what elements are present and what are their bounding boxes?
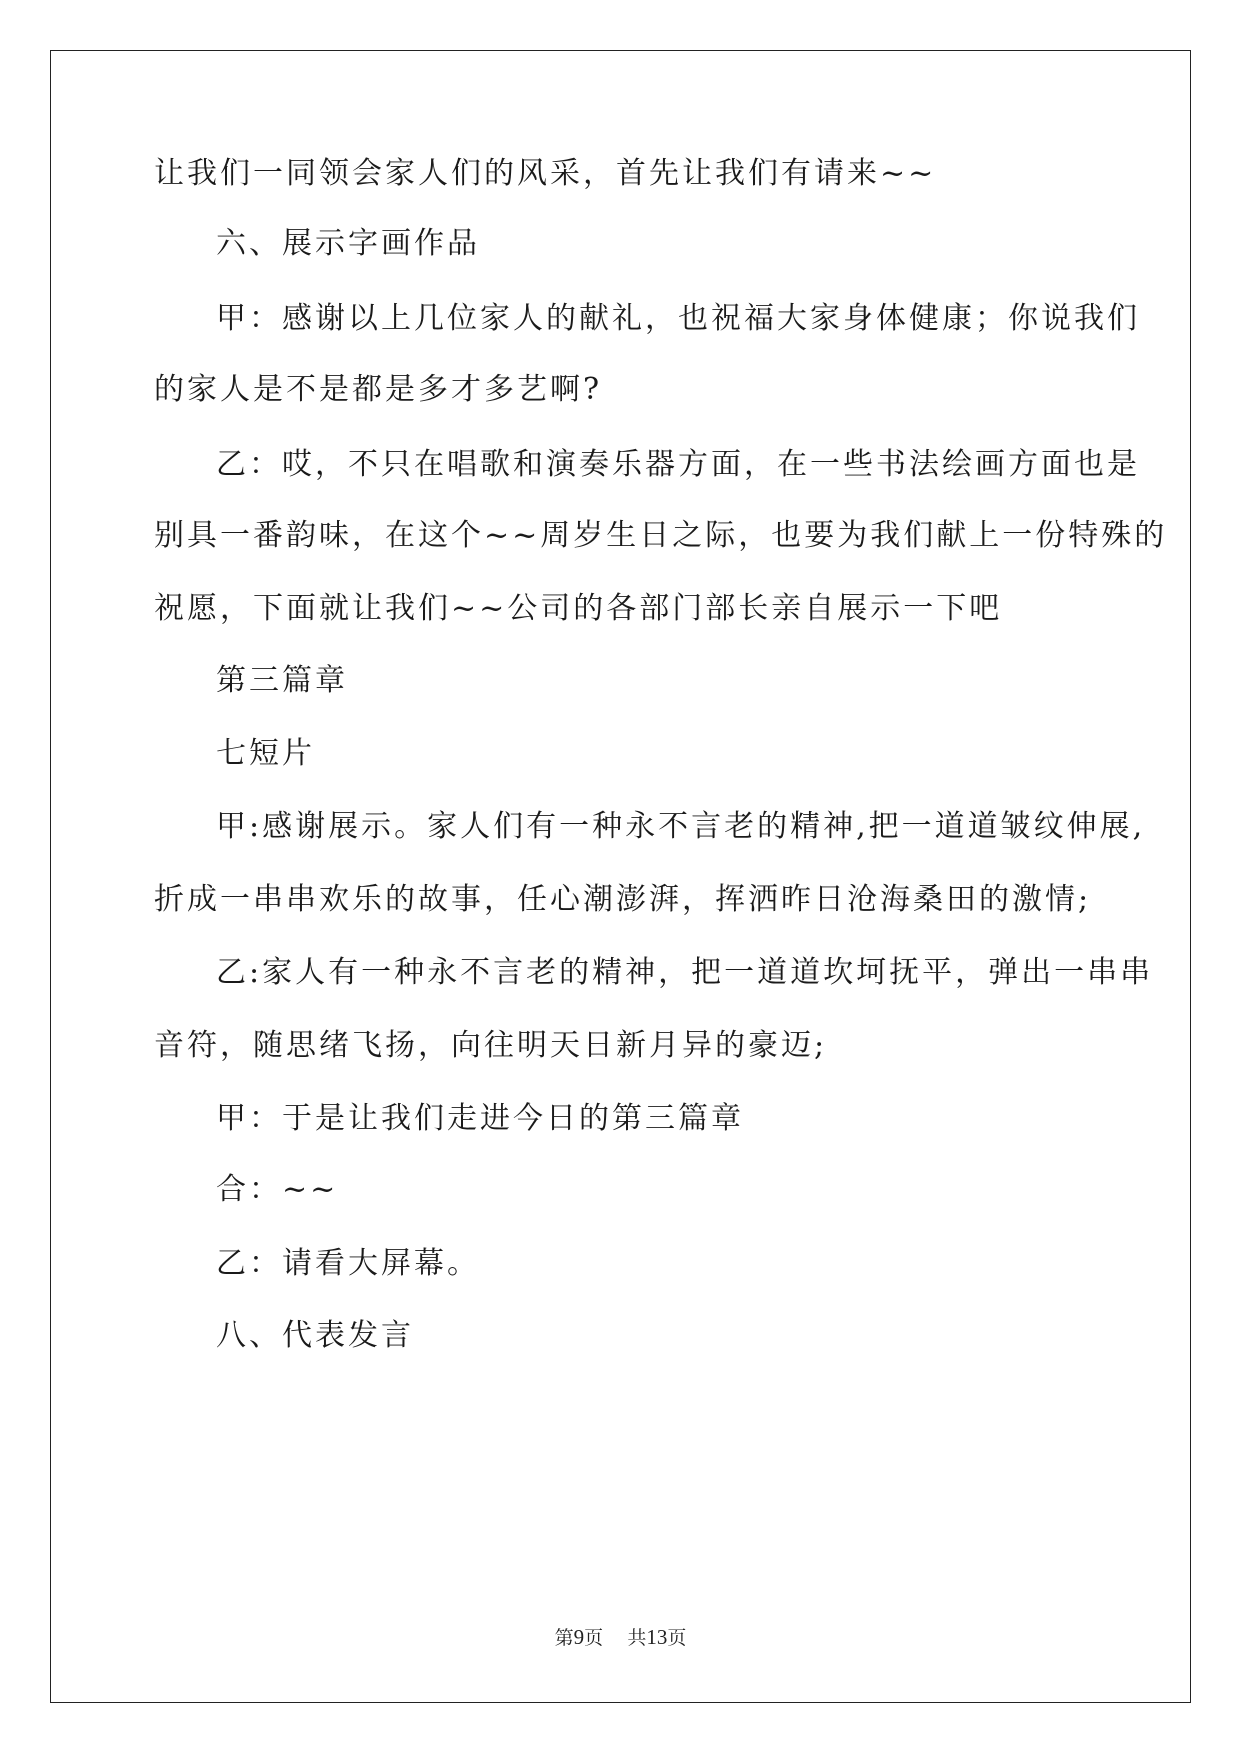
page-total-number: 13 [646, 1625, 668, 1649]
total-suffix: 页 [667, 1627, 687, 1649]
text-line-7: 祝愿，下面就让我们~~公司的各部门部长亲自展示一下吧 [154, 591, 1003, 626]
page-suffix: 页 [584, 1627, 604, 1649]
text-line-12: 乙:家人有一种永不言老的精神，把一道道坎坷抚平，弹出一串串 [216, 955, 1154, 990]
text-line-6: 别具一番韵味，在这个~~周岁生日之际，也要为我们献上一份特殊的 [154, 518, 1168, 553]
section-heading-6: 六、展示字画作品 [216, 226, 480, 261]
text-line-13: 音符，随思绪飞扬，向往明天日新月异的豪迈; [154, 1028, 828, 1063]
section-heading-7: 七短片 [216, 736, 315, 771]
text-line-10: 甲:感谢展示。家人们有一种永不言老的精神,把一道道皱纹伸展, [216, 809, 1146, 844]
text-line-4: 的家人是不是都是多才多艺啊? [154, 372, 603, 407]
section-heading-8: 八、代表发言 [216, 1318, 414, 1353]
page-border [50, 50, 1191, 1703]
text-line-14: 甲：于是让我们走进今日的第三篇章 [216, 1101, 744, 1136]
text-line-5: 乙：哎，不只在唱歌和演奏乐器方面，在一些书法绘画方面也是 [216, 447, 1140, 482]
chapter-heading: 第三篇章 [216, 663, 348, 698]
text-line-11: 折成一串串欢乐的故事，任心潮澎湃，挥洒昨日沧海桑田的激情; [154, 882, 1092, 917]
page-current-number: 9 [573, 1625, 585, 1649]
page-footer [0, 1625, 1241, 1650]
page-prefix: 第 [554, 1627, 574, 1649]
total-prefix: 共 [627, 1627, 647, 1649]
text-line-15: 合：~~ [216, 1172, 339, 1207]
text-line-16: 乙：请看大屏幕。 [216, 1246, 480, 1281]
text-line-1: 让我们一同领会家人们的风采，首先让我们有请来~~ [154, 156, 937, 191]
text-line-3: 甲：感谢以上几位家人的献礼，也祝福大家身体健康；你说我们 [216, 301, 1140, 336]
